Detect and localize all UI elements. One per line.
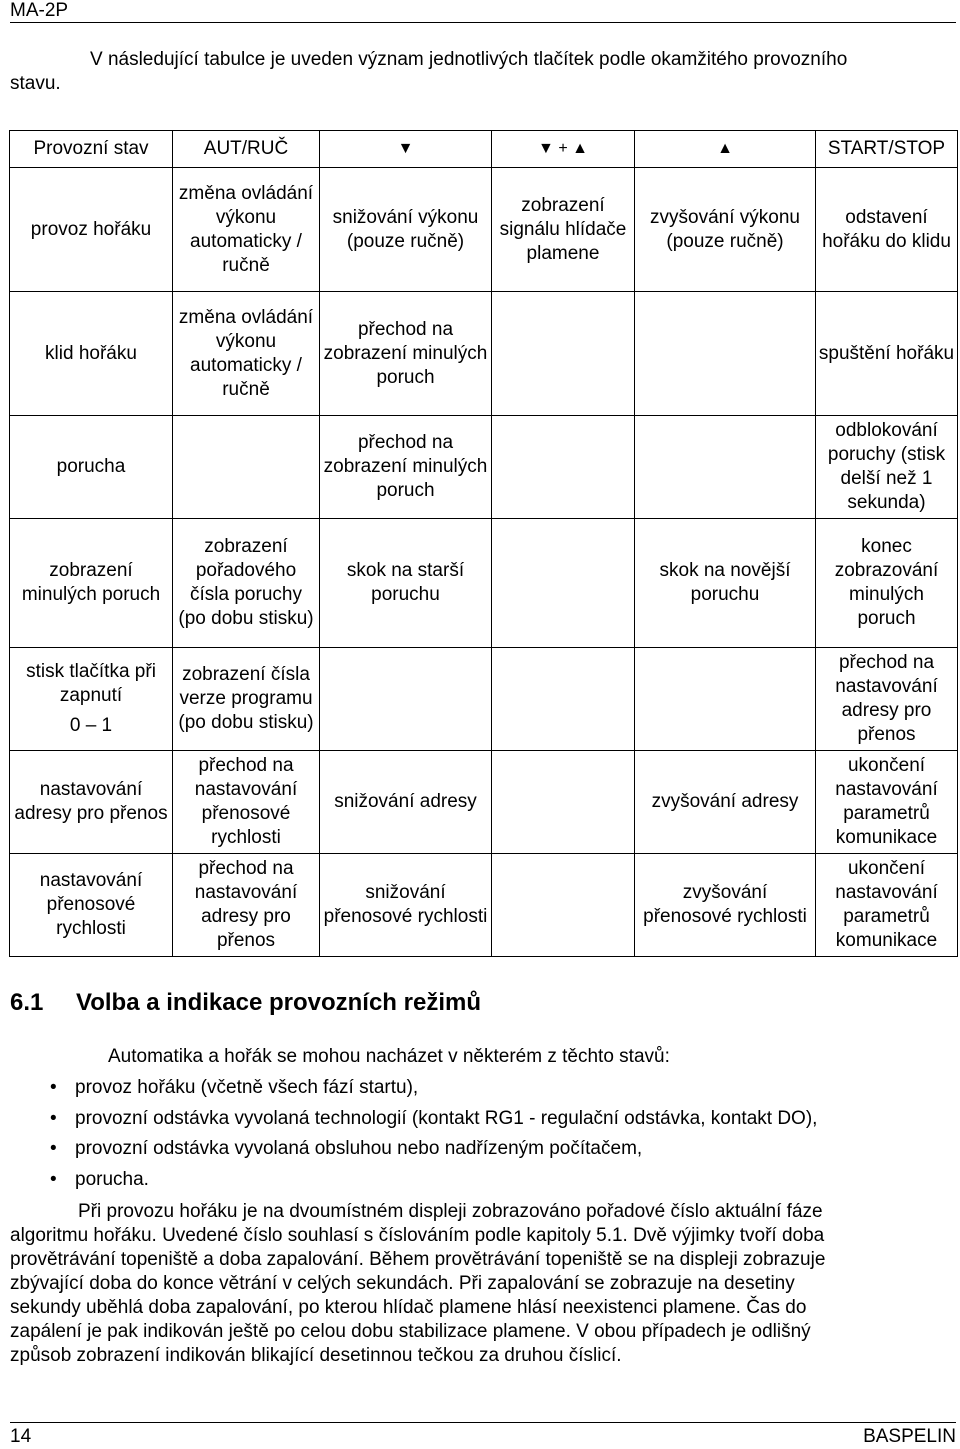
paragraph-line: provětrávání topeniště a doba zapalování. Během provětrávání topeniště se na displeji zobrazuje xyxy=(10,1249,826,1270)
intro-line: stavu. xyxy=(10,73,61,94)
table-row xyxy=(10,648,958,751)
table-row xyxy=(10,854,958,957)
paragraph xyxy=(10,1200,950,1368)
table-cell: snižování adresy xyxy=(320,751,492,854)
table-cell: ukončení nastavování parametrů komunikace xyxy=(816,854,958,957)
state-list xyxy=(10,1076,950,1198)
table-cell xyxy=(492,648,635,751)
table-cell xyxy=(492,416,635,519)
table-cell xyxy=(635,648,816,751)
state-cell xyxy=(10,648,173,751)
table-cell: zvyšování adresy xyxy=(635,751,816,854)
state-sublabel: 0 – 1 xyxy=(69,715,113,736)
state-label: stisk tlačítka při zapnutí xyxy=(26,661,156,706)
table-cell: snižování výkonu (pouze ručně) xyxy=(320,168,492,292)
table-cell: zobrazení pořadového čísla poruchy (po dobu stisku) xyxy=(173,519,320,648)
paragraph-line: Při provozu hořáku je na dvoumístném displeji zobrazováno pořadové číslo aktuální fáze xyxy=(78,1201,823,1222)
table-cell xyxy=(320,648,492,751)
state-cell: porucha xyxy=(10,416,173,519)
table-cell: přechod na nastavování přenosové rychlosti xyxy=(173,751,320,854)
list-item: • provozní odstávka vyvolaná obsluhou nebo nadřízeným počítačem, xyxy=(10,1137,950,1168)
table-cell: přechod na zobrazení minulých poruch xyxy=(320,292,492,416)
intro-paragraph xyxy=(10,48,950,96)
table-cell: spuštění hořáku xyxy=(816,292,958,416)
table-cell xyxy=(492,292,635,416)
table-row xyxy=(10,416,958,519)
table-cell: skok na novější poruchu xyxy=(635,519,816,648)
table-cell xyxy=(173,416,320,519)
paragraph-line: sekundy uběhlá doba zapalování, po kterou hlídač plamene hlásí neexistenci plamene. Čas do xyxy=(10,1297,807,1318)
table-row xyxy=(10,751,958,854)
paragraph: Automatika a hořák se mohou nacházet v některém z těchto stavů: xyxy=(108,1046,670,1067)
intro-line: V následující tabulce je uveden význam jednotlivých tlačítek podle okamžitého provozního xyxy=(90,49,848,70)
table-cell: skok na starší poruchu xyxy=(320,519,492,648)
table-cell: zvyšování přenosové rychlosti xyxy=(635,854,816,957)
table-cell: zobrazení čísla verze programu (po dobu stisku) xyxy=(173,648,320,751)
section-title: Volba a indikace provozních režimů xyxy=(76,989,481,1016)
table-row xyxy=(10,519,958,648)
column-header-down-up-arrows: ▼ + ▲ xyxy=(492,131,635,168)
state-cell: provoz hořáku xyxy=(10,168,173,292)
page-header xyxy=(10,0,956,23)
page-footer xyxy=(10,1422,956,1447)
table-cell: ukončení nastavování parametrů komunikace xyxy=(816,751,958,854)
section-heading xyxy=(10,988,950,1018)
table-cell: odstavení hořáku do klidu xyxy=(816,168,958,292)
table-cell: odblokování poruchy (stisk delší než 1 sekunda) xyxy=(816,416,958,519)
table-cell: přechod na nastavování adresy pro přenos xyxy=(816,648,958,751)
page-number: 14 xyxy=(10,1426,32,1447)
table-cell: konec zobrazování minulých poruch xyxy=(816,519,958,648)
table-header-row xyxy=(10,131,958,168)
brand-name: BASPELIN xyxy=(863,1426,956,1447)
table-cell: zvyšování výkonu (pouze ručně) xyxy=(635,168,816,292)
table-cell xyxy=(492,751,635,854)
table-row xyxy=(10,168,958,292)
table-cell: změna ovládání výkonu automaticky / ručně xyxy=(173,292,320,416)
column-header-down-arrow: ▼ xyxy=(320,131,492,168)
table-cell: přechod na nastavování adresy pro přenos xyxy=(173,854,320,957)
column-header-state: Provozní stav xyxy=(10,131,173,168)
list-item: • porucha. xyxy=(10,1168,950,1199)
paragraph-line: zbývající doba do konce větrání v celých sekundách. Při zapalování se zobrazuje na desetiny xyxy=(10,1273,795,1294)
table-cell: přechod na zobrazení minulých poruch xyxy=(320,416,492,519)
column-header-aut-ruc: AUT/RUČ xyxy=(173,131,320,168)
button-function-table xyxy=(9,130,958,957)
table-cell xyxy=(635,416,816,519)
state-cell: nastavování adresy pro přenos xyxy=(10,751,173,854)
paragraph-line: způsob zobrazení indikován blikající desetinnou tečkou za druhou číslicí. xyxy=(10,1345,622,1366)
paragraph-line: algoritmu hořáku. Uvedené číslo souhlasí s číslováním podle kapitoly 5.1. Dvě výjimky tvoří doba xyxy=(10,1225,825,1246)
state-cell: klid hořáku xyxy=(10,292,173,416)
column-header-start-stop: START/STOP xyxy=(816,131,958,168)
table-cell xyxy=(635,292,816,416)
state-cell: zobrazení minulých poruch xyxy=(10,519,173,648)
document-code: MA-2P xyxy=(10,0,69,21)
table-cell xyxy=(492,854,635,957)
table-cell: snižování přenosové rychlosti xyxy=(320,854,492,957)
table-cell xyxy=(492,519,635,648)
table-cell: změna ovládání výkonu automaticky / ručně xyxy=(173,168,320,292)
state-cell: nastavování přenosové rychlosti xyxy=(10,854,173,957)
column-header-up-arrow: ▲ xyxy=(635,131,816,168)
section-number: 6.1 xyxy=(10,989,44,1016)
table-row xyxy=(10,292,958,416)
list-item: • provoz hořáku (včetně všech fází startu), xyxy=(10,1076,950,1107)
paragraph-line: zapálení je pak indikován ještě po celou dobu stabilizace plamene. V obou případech je odlišný xyxy=(10,1321,811,1342)
list-item: • provozní odstávka vyvolaná technologií (kontakt RG1 - regulační odstávka, kontakt DO), xyxy=(10,1107,950,1138)
table-cell: zobrazení signálu hlídače plamene xyxy=(492,168,635,292)
